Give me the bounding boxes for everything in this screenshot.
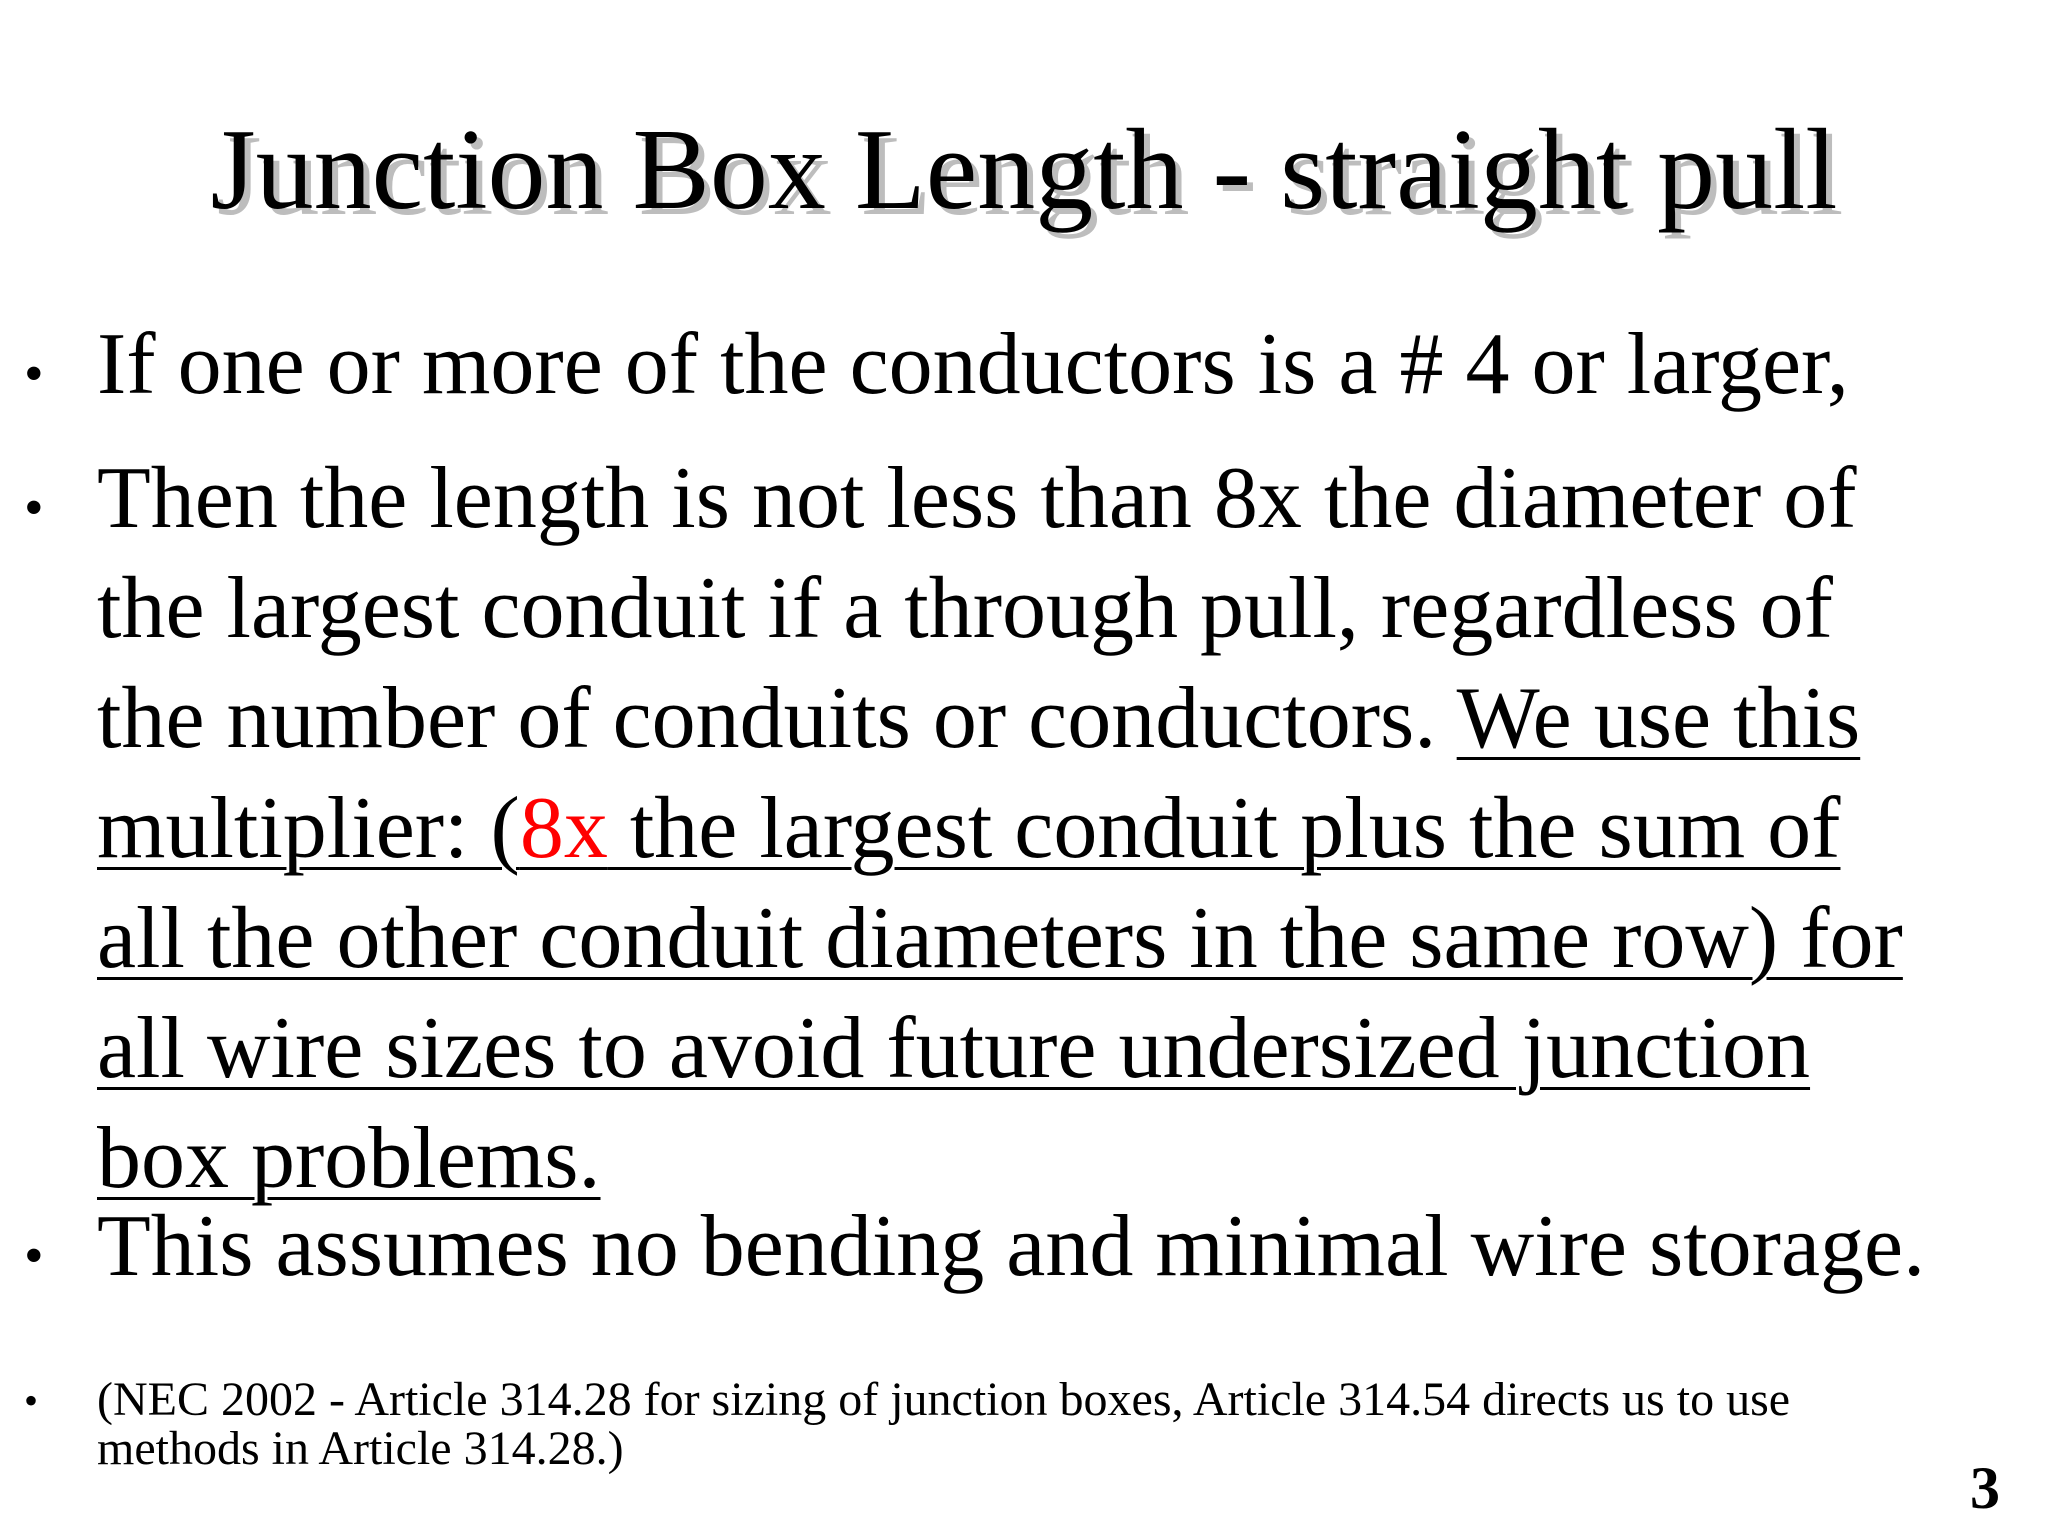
bullet-marker-note: •: [24, 1378, 39, 1423]
bullet-marker-3: •: [24, 1225, 44, 1287]
bullet-item-2-line-4: [97, 774, 1903, 884]
line-4-suffix: the largest conduit plus the sum of: [607, 780, 1841, 877]
line-4-prefix: multiplier: (: [97, 780, 520, 877]
bullet-marker-2: •: [24, 477, 44, 539]
bullet-item-2-line-5: all the other conduit diameters in the same row) for: [97, 890, 1903, 987]
note-line-1: (NEC 2002 - Article 314.28 for sizing of junction boxes, Article 314.54 directs us to use: [97, 1373, 1791, 1426]
bullet-item-2-line-2: the largest conduit if a through pull, regardless of: [97, 560, 1833, 657]
multiplier-highlight: 8x: [519, 780, 608, 877]
nec-reference-note: [97, 1375, 1790, 1473]
bullet-item-2-line-1: Then the length is not less than 8x the diameter of: [97, 450, 1857, 547]
page-number: 3: [1970, 1455, 2000, 1521]
bullet-item-3: This assumes no bending and minimal wire storage.: [97, 1198, 1926, 1295]
bullet-item-2: [97, 444, 1903, 1214]
bullet-marker-1: •: [24, 343, 44, 405]
bullet-item-2-line-3: [97, 664, 1903, 774]
bullet-item-1: If one or more of the conductors is a # 4 or larger,: [97, 316, 1849, 413]
line-3-plain-text: the number of conduits or conductors.: [97, 670, 1457, 767]
line-3-underlined-text: We use this: [1456, 670, 1861, 767]
bullet-item-2-line-7: box problems.: [97, 1110, 601, 1207]
note-line-2: methods in Article 314.28.): [97, 1422, 624, 1475]
bullet-item-2-line-6: all wire sizes to avoid future undersized junction: [97, 1000, 1811, 1097]
slide-title: Junction Box Length - straight pull: [210, 106, 1838, 234]
